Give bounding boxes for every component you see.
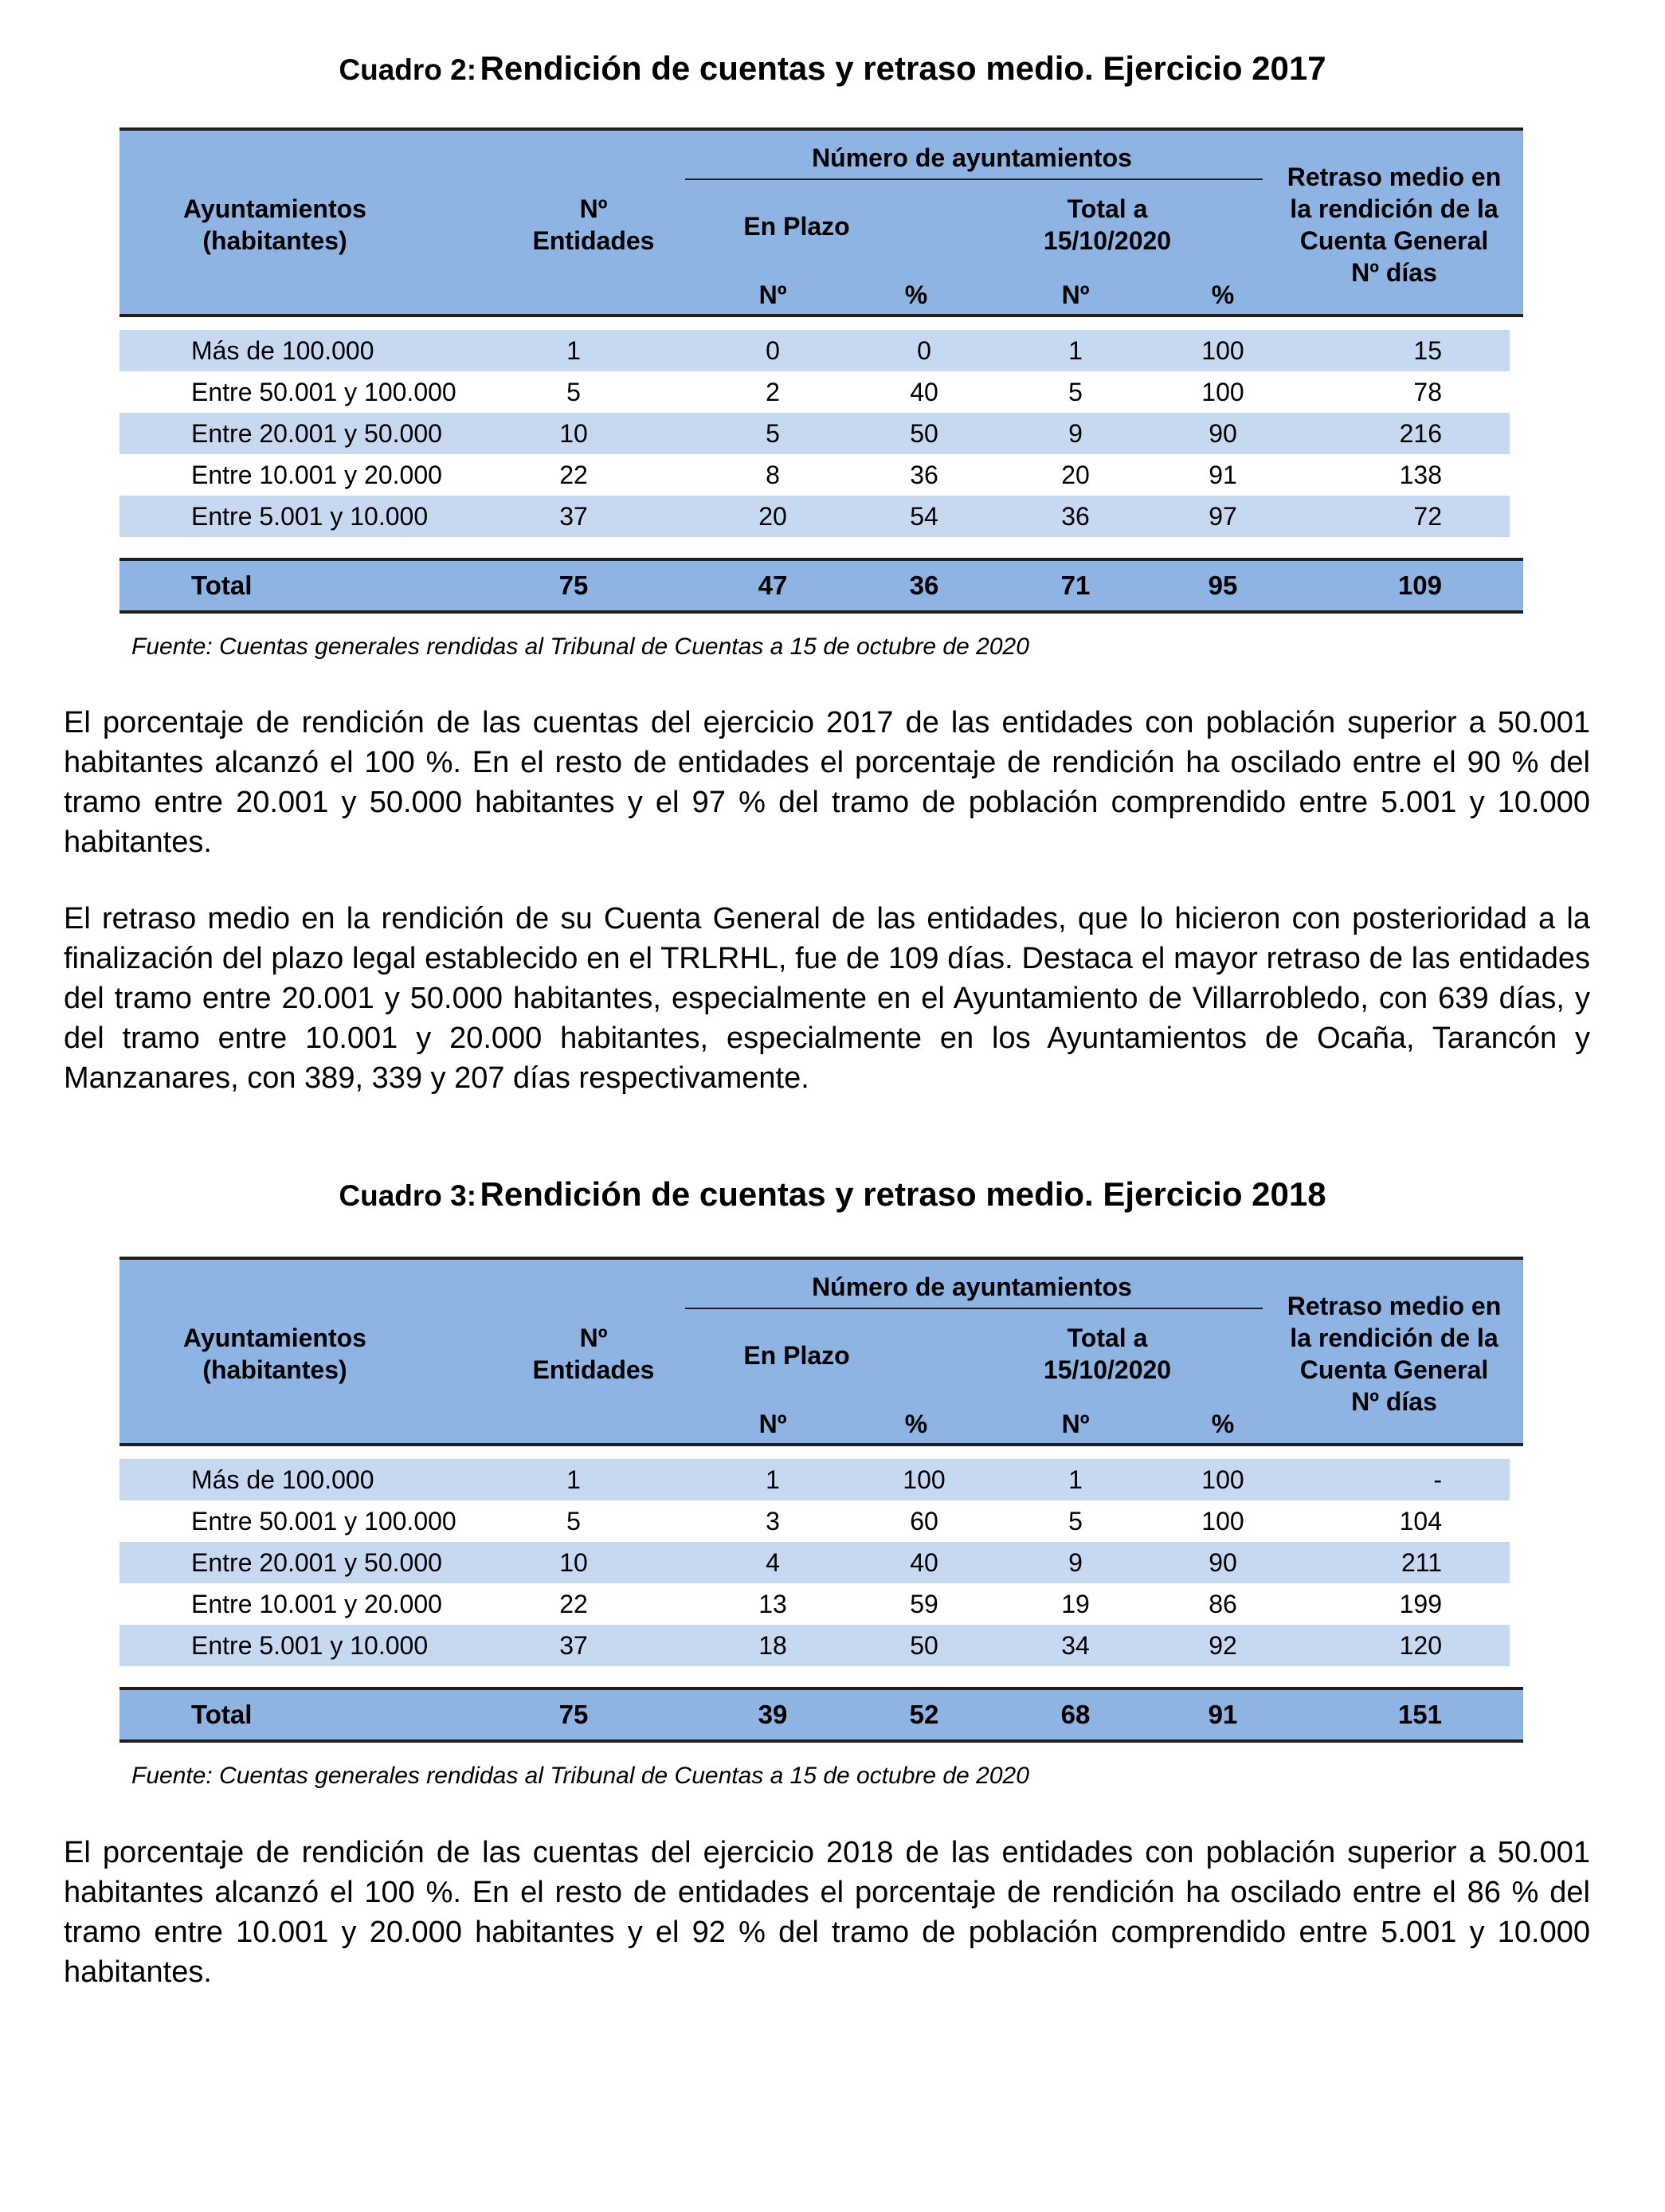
cell-range: Entre 10.001 y 20.000	[191, 1590, 442, 1618]
table-row	[119, 1459, 1510, 1500]
total-entidades: 75	[558, 571, 589, 600]
cell-n-total: 1	[1068, 336, 1083, 365]
cell-retraso: 15	[1413, 336, 1442, 365]
cell-entidades: 22	[559, 1590, 588, 1618]
table-header	[119, 1257, 1523, 1446]
total-label: Total	[191, 571, 253, 600]
cell-n-total: 9	[1068, 1548, 1083, 1577]
table-row	[119, 1542, 1510, 1583]
cell-pct-total: 97	[1209, 502, 1237, 531]
cell-pct-enplazo: 100	[903, 1465, 946, 1494]
cell-pct-enplazo: 50	[910, 1631, 938, 1660]
cell-entidades: 1	[566, 336, 581, 365]
header-n-total: Nº	[1061, 1410, 1090, 1438]
cell-pct-enplazo: 60	[910, 1507, 938, 1535]
total-pct-total: 91	[1208, 1700, 1238, 1729]
cell-range: Más de 100.000	[191, 336, 374, 365]
cell-retraso: 211	[1401, 1548, 1442, 1577]
cell-pct-total: 90	[1209, 419, 1237, 448]
cell-entidades: 1	[566, 1465, 581, 1494]
table-row	[119, 496, 1510, 537]
header-n-total: Nº	[1061, 280, 1090, 309]
header-en-plazo: En Plazo	[743, 212, 850, 241]
cell-n-total: 5	[1068, 378, 1083, 406]
table-row	[119, 454, 1510, 496]
total-n-total: 71	[1060, 571, 1091, 600]
paragraph: El retraso medio en la rendición de su Cuenta General de las entidades, que lo hicieron con posterioridad a la finalización del plazo legal establecido en el TRLRHL, fue de 109 días. Destaca el mayor retraso de las entidades del tramo entre 20.001 y 50.000 habitantes, especialmente en el Ayuntamiento de Villarrobledo, con 639 días, y del tramo entre 10.001 y 20.000 habitantes, especialmente en los Ayuntamientos de Ocaña, Tarancón y Manzanares, con 389, 339 y 207 días respectivamente.	[64, 902, 1590, 1095]
cell-entidades: 5	[566, 378, 581, 406]
header-group: Número de ayuntamientos	[812, 143, 1132, 172]
total-label: Total	[191, 1700, 253, 1729]
header-ayuntamientos: Ayuntamientos (habitantes)	[183, 194, 366, 255]
cell-n-enplazo: 2	[766, 378, 780, 406]
total-n-enplazo: 39	[758, 1700, 788, 1729]
table-caption	[0, 1175, 1665, 1214]
header-group: Número de ayuntamientos	[812, 1273, 1132, 1301]
cell-n-total: 20	[1061, 461, 1090, 489]
cell-n-enplazo: 8	[766, 461, 780, 489]
cell-entidades: 10	[559, 1548, 588, 1577]
header-entidades: Nº Entidades	[532, 1324, 655, 1384]
cell-n-total: 36	[1061, 502, 1090, 531]
caption-title: Rendición de cuentas y retraso medio. Ejercicio 2017	[480, 49, 1326, 87]
caption-prefix: Cuadro 2:	[339, 53, 477, 86]
total-retraso: 109	[1397, 571, 1442, 600]
header-retraso: Retraso medio en la rendición de la Cuenta General Nº días	[1287, 1292, 1502, 1416]
total-n-total: 68	[1060, 1700, 1091, 1729]
table-row	[119, 413, 1510, 454]
cell-pct-total: 90	[1209, 1548, 1237, 1577]
cell-entidades: 37	[559, 502, 588, 531]
cell-pct-enplazo: 54	[910, 502, 938, 531]
cell-range: Entre 10.001 y 20.000	[191, 461, 442, 489]
cell-range: Entre 20.001 y 50.000	[191, 1548, 442, 1577]
cell-range: Entre 5.001 y 10.000	[191, 502, 429, 531]
cell-n-enplazo: 0	[766, 336, 780, 365]
cell-range: Entre 50.001 y 100.000	[191, 378, 456, 406]
total-entidades: 75	[558, 1700, 589, 1729]
table-row	[119, 371, 1510, 413]
caption-title: Rendición de cuentas y retraso medio. Ejercicio 2018	[480, 1175, 1326, 1213]
header-ayuntamientos: Ayuntamientos (habitantes)	[183, 1324, 366, 1384]
cell-n-enplazo: 13	[758, 1590, 787, 1618]
table-caption	[0, 49, 1665, 88]
cell-n-total: 1	[1068, 1465, 1083, 1494]
cell-retraso: 72	[1413, 502, 1442, 531]
table-row	[119, 330, 1510, 371]
cell-entidades: 10	[559, 419, 588, 448]
cell-n-enplazo: 20	[758, 502, 787, 531]
cell-range: Entre 50.001 y 100.000	[191, 1507, 456, 1535]
table-source: Fuente: Cuentas generales rendidas al Tribunal de Cuentas a 15 de octubre de 2020	[131, 1763, 1029, 1789]
cell-pct-total: 92	[1209, 1631, 1237, 1660]
cell-pct-enplazo: 40	[910, 378, 938, 406]
cell-pct-total: 86	[1209, 1590, 1237, 1618]
table-row	[119, 1583, 1510, 1625]
cell-n-enplazo: 5	[766, 419, 780, 448]
cell-retraso: 78	[1413, 378, 1442, 406]
cell-pct-enplazo: 50	[910, 419, 938, 448]
cell-pct-enplazo: 36	[910, 461, 938, 489]
cell-pct-total: 100	[1201, 1465, 1244, 1494]
total-pct-enplazo: 52	[909, 1700, 939, 1729]
header-total-fecha: Total a 15/10/2020	[1043, 194, 1172, 255]
header-pct-enplazo: %	[904, 280, 928, 309]
cell-entidades: 5	[566, 1507, 581, 1535]
cell-pct-total: 100	[1201, 378, 1244, 406]
cell-pct-enplazo: 40	[910, 1548, 938, 1577]
total-row	[119, 558, 1523, 614]
header-retraso: Retraso medio en la rendición de la Cuenta General Nº días	[1287, 163, 1502, 287]
header-pct-enplazo: %	[904, 1410, 928, 1438]
table-row	[119, 1625, 1510, 1666]
header-group-rule	[685, 1308, 1263, 1309]
cell-retraso: -	[1433, 1465, 1442, 1494]
header-pct-total: %	[1211, 1410, 1235, 1438]
cell-pct-total: 91	[1209, 461, 1237, 489]
cell-retraso: 199	[1399, 1590, 1442, 1618]
table-source: Fuente: Cuentas generales rendidas al Tribunal de Cuentas a 15 de octubre de 2020	[131, 633, 1029, 660]
cell-n-enplazo: 4	[766, 1548, 780, 1577]
cell-n-enplazo: 3	[766, 1507, 780, 1535]
cell-n-total: 9	[1068, 419, 1083, 448]
cell-retraso: 104	[1399, 1507, 1442, 1535]
cell-retraso: 138	[1399, 461, 1442, 489]
header-entidades: Nº Entidades	[532, 194, 655, 255]
cell-retraso: 120	[1399, 1631, 1442, 1660]
cell-pct-total: 100	[1201, 1507, 1244, 1535]
header-group-rule	[685, 178, 1263, 180]
cell-entidades: 37	[559, 1631, 588, 1660]
total-n-enplazo: 47	[758, 571, 788, 600]
cell-retraso: 216	[1399, 419, 1442, 448]
cell-range: Más de 100.000	[191, 1465, 374, 1494]
paragraph: El porcentaje de rendición de las cuentas del ejercicio 2018 de las entidades con población superior a 50.001 habitantes alcanzó el 100 %. En el resto de entidades el porcentaje de rendición ha oscilado entre el 86 % del tramo entre 10.001 y 20.000 habitantes y el 92 % del tramo de población comprendido entre 5.001 y 10.000 habitantes.	[64, 1836, 1590, 1989]
cell-n-enplazo: 1	[766, 1465, 780, 1494]
total-retraso: 151	[1397, 1700, 1442, 1729]
paragraph: El porcentaje de rendición de las cuentas del ejercicio 2017 de las entidades con población superior a 50.001 habitantes alcanzó el 100 %. En el resto de entidades el porcentaje de rendición ha oscilado entre el 90 % del tramo entre 20.001 y 50.000 habitantes y el 97 % del tramo de población comprendido entre 5.001 y 10.000 habitantes.	[64, 706, 1590, 859]
cell-pct-enplazo: 59	[910, 1590, 938, 1618]
cell-pct-total: 100	[1201, 336, 1244, 365]
header-total-fecha: Total a 15/10/2020	[1043, 1324, 1172, 1384]
cell-n-total: 34	[1061, 1631, 1090, 1660]
cell-n-enplazo: 18	[758, 1631, 787, 1660]
header-pct-total: %	[1211, 280, 1235, 309]
cell-n-total: 19	[1061, 1590, 1090, 1618]
total-pct-enplazo: 36	[909, 571, 939, 600]
header-en-plazo: En Plazo	[743, 1341, 850, 1370]
caption-prefix: Cuadro 3:	[339, 1179, 477, 1212]
total-row	[119, 1687, 1523, 1743]
cell-range: Entre 5.001 y 10.000	[191, 1631, 429, 1660]
table-row	[119, 1500, 1510, 1542]
total-pct-total: 95	[1208, 571, 1238, 600]
header-n-enplazo: Nº	[758, 1410, 787, 1438]
table-header	[119, 127, 1523, 317]
header-n-enplazo: Nº	[758, 280, 787, 309]
cell-entidades: 22	[559, 461, 588, 489]
cell-pct-enplazo: 0	[917, 336, 931, 365]
cell-n-total: 5	[1068, 1507, 1083, 1535]
cell-range: Entre 20.001 y 50.000	[191, 419, 442, 448]
